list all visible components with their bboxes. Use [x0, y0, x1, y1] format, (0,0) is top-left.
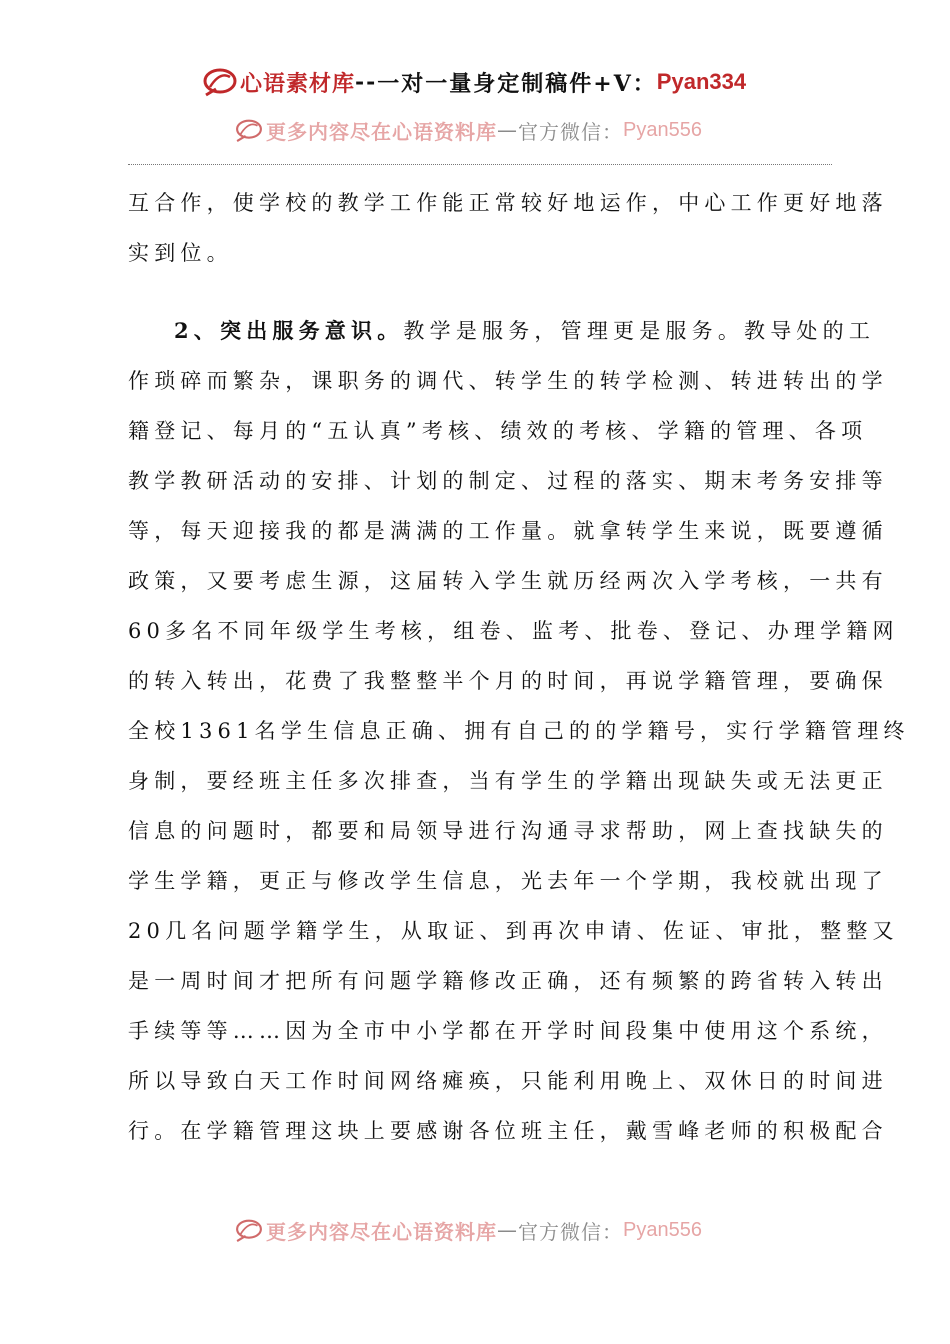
text-line: 手续等等……因为全市中小学都在开学时间段集中使用这个系统， — [128, 1019, 888, 1043]
text-line: 信息的问题时，都要和局领导进行沟通寻求帮助，网上查找缺失的 — [128, 819, 888, 843]
brand-separator: -- — [355, 69, 378, 95]
text-line: 是一周时间才把所有问题学籍修改正确，还有频繁的跨省转入转出 — [128, 969, 888, 993]
text-line: 互合作，使学校的教学工作能正常较好地运作，中心工作更好地落 — [128, 191, 888, 215]
text-line: 20几名问题学籍学生，从取证、到再次申请、佐证、审批，整整又 — [128, 919, 899, 943]
text-line: 实到位。 — [128, 241, 233, 265]
header-watermark — [232, 112, 732, 148]
text-line: 行。在学籍管理这块上要感谢各位班主任，戴雪峰老师的积极配合 — [128, 1119, 888, 1143]
text-line: 作琐碎而繁杂，课职务的调代、转学生的转学检测、转进转出的学 — [128, 369, 888, 393]
footer-watermark — [232, 1212, 732, 1248]
text-line: 政策，又要考虑生源，这届转入学生就历经两次入学考核，一共有 — [128, 569, 888, 593]
footer-logo-icon — [232, 1215, 266, 1245]
text-line: 60多名不同年级学生考核，组卷、监考、批卷、登记、办理学籍网 — [128, 619, 899, 643]
watermark-label: 官方微信： — [518, 119, 623, 144]
text-line: 教学教研活动的安排、计划的制定、过程的落实、期末考务安排等 — [128, 469, 888, 493]
brand-name: 心语素材库 — [240, 71, 356, 97]
watermark-text: 更多内容尽在心语资料库 — [266, 119, 497, 144]
text-line: 所以导致白天工作时间网络瘫痪，只能利用晚上、双休日的时间进 — [128, 1069, 888, 1093]
footer-id: Pyan556 — [623, 1218, 702, 1241]
paragraph-first-line — [128, 306, 876, 356]
footer-label: 官方微信： — [518, 1219, 623, 1244]
text-line: 籍登记、每月的“五认真”考核、绩效的考核、学籍的管理、各项 — [128, 419, 868, 443]
brand-logo-icon — [200, 65, 240, 99]
watermark-id: Pyan556 — [623, 118, 702, 141]
header-divider — [128, 164, 832, 165]
header-banner — [200, 64, 760, 100]
brand-tagline: 一对一量身定制稿件+V： — [377, 70, 657, 97]
paragraph-text: 教学是服务，管理更是服务。教导处的工 — [403, 319, 876, 343]
footer-text: 更多内容尽在心语资料库 — [266, 1219, 497, 1244]
text-line: 身制，要经班主任多次排查，当有学生的学籍出现缺失或无法更正 — [128, 769, 888, 793]
text-line: 等，每天迎接我的都是满满的工作量。就拿转学生来说，既要遵循 — [128, 519, 888, 543]
footer-dash: — — [497, 1218, 518, 1242]
paragraph-heading: 2、突出服务意识。 — [174, 318, 404, 343]
watermark-dash: — — [497, 118, 518, 142]
text-line: 学生学籍，更正与修改学生信息，光去年一个学期，我校就出现了 — [128, 869, 888, 893]
brand-contact-id: Pyan334 — [656, 69, 747, 94]
text-line: 的转入转出，花费了我整整半个月的时间，再说学籍管理，要确保 — [128, 669, 888, 693]
watermark-logo-icon — [232, 115, 266, 145]
document-body — [128, 178, 910, 1156]
text-line: 全校1361名学生信息正确、拥有自己的的学籍号，实行学籍管理终 — [128, 719, 910, 743]
